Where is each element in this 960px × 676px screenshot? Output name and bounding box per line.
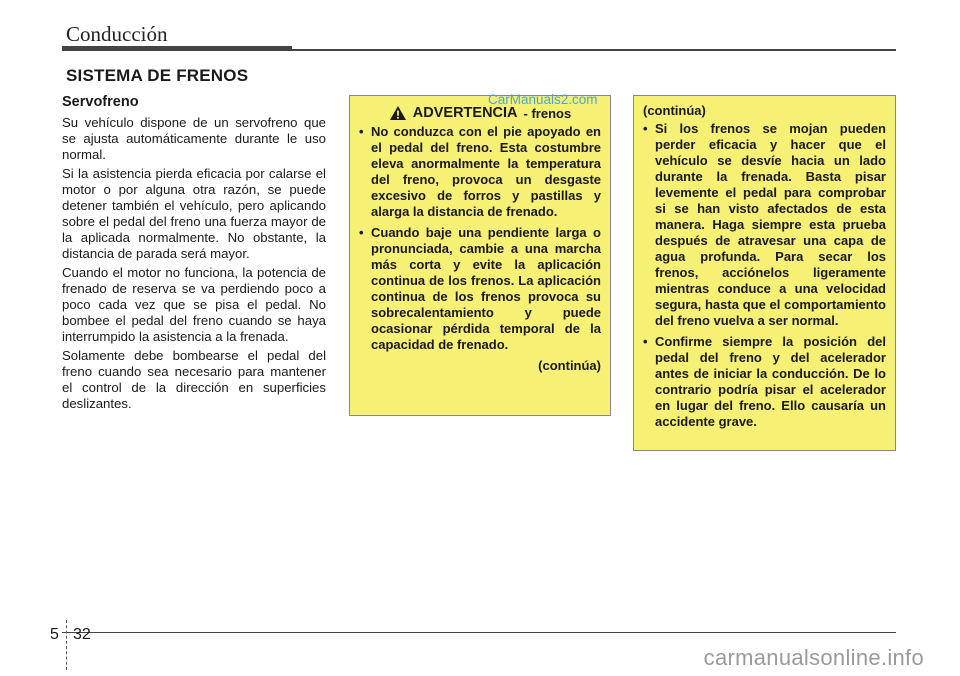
warning-item — [643, 121, 886, 329]
left-column — [62, 94, 326, 415]
footer-watermark: carmanualsonline.info — [703, 645, 924, 670]
continued-label: (continúa) — [643, 103, 706, 118]
warning-item-text: Si los frenos se mojan pueden perder eficacia y hacer que el vehículo se desvíe hacia un lado durante la frenada. Basta pisar levemente el pedal para comprobar si se han visto afectados de esta manera. Haga siempre esta prueba después de atravesar una capa de agua profunda. Para secar los frenos, acciónelos ligeramente mientras conduce a una velocidad segura, hasta que el comportamiento del freno vuelva a ser normal. — [655, 121, 886, 328]
bullet-marker: • — [643, 334, 648, 349]
warning-header — [359, 105, 601, 121]
bullet-marker: • — [359, 124, 364, 139]
continued-label: (continúa) — [538, 358, 601, 373]
header-rule-thick — [62, 46, 292, 51]
section-title: SISTEMA DE FRENOS — [66, 66, 249, 85]
warning-item-text: No conduzca con el pie apoyado en el pedal del freno. Esta costumbre eleva anormalmente la temperatura del freno, provoca un desgaste excesivo de forros y pastillas y alarga la distancia de frenado. — [371, 124, 601, 219]
subheading-servofreno: Servofreno — [62, 94, 139, 110]
warning-box-brakes — [349, 95, 611, 416]
watermark-carmanuals2: CarManuals2.com — [488, 92, 598, 107]
section-number: 5 — [50, 626, 59, 643]
warning-subtitle: - frenos — [523, 105, 572, 121]
bullet-marker: • — [359, 225, 364, 240]
warning-item-text: Cuando baje una pendiente larga o pronunciada, cambie a una marcha más corta y evite la aplicación continua de los frenos. La aplicación continua de los frenos provoca su sobrecalentamiento y puede ocasionar pérdida temporal de la capacidad de frenado. — [371, 225, 601, 352]
warning-item — [359, 124, 601, 220]
footer-rule — [62, 632, 896, 633]
warning-title: ADVERTENCIA — [412, 105, 518, 121]
chapter-title: Conducción — [66, 22, 168, 46]
warning-item-text: Confirme siempre la posición del pedal del freno y del acelerador antes de iniciar la conducción. De lo contrario podría pisar el acelerador en lugar del freno. Ello causaría un accidente grave. — [655, 334, 886, 429]
warning-triangle-icon — [389, 105, 407, 121]
warning-box-continued — [633, 95, 896, 451]
paragraph: Su vehículo dispone de un servofreno que se ajusta automáticamente durante le uso normal. — [62, 115, 326, 162]
header-rule-thin — [292, 49, 896, 51]
bullet-marker: • — [643, 121, 648, 136]
paragraph: Si la asistencia pierda eficacia por calarse el motor o por alguna otra razón, se puede detener también el vehículo, pero aplicando sobre el pedal del freno una fuerza mayor de la aplicada normalmente. No obstante, la distancia de parada será mayor. — [62, 166, 326, 261]
paragraph: Cuando el motor no funciona, la potencia de frenado de reserva se va perdiendo poco a poco cada vez que se pisa el pedal. No bombee el pedal del freno cuando se haya interrumpido la asistencia a la frenada. — [62, 265, 326, 344]
page-number-divider — [66, 620, 67, 670]
page-number: 32 — [73, 626, 91, 643]
paragraph: Solamente debe bombearse el pedal del freno cuando sea necesario para mantener el control de la dirección en superficies deslizantes. — [62, 348, 326, 411]
warning-item — [359, 225, 601, 353]
warning-item — [643, 334, 886, 430]
